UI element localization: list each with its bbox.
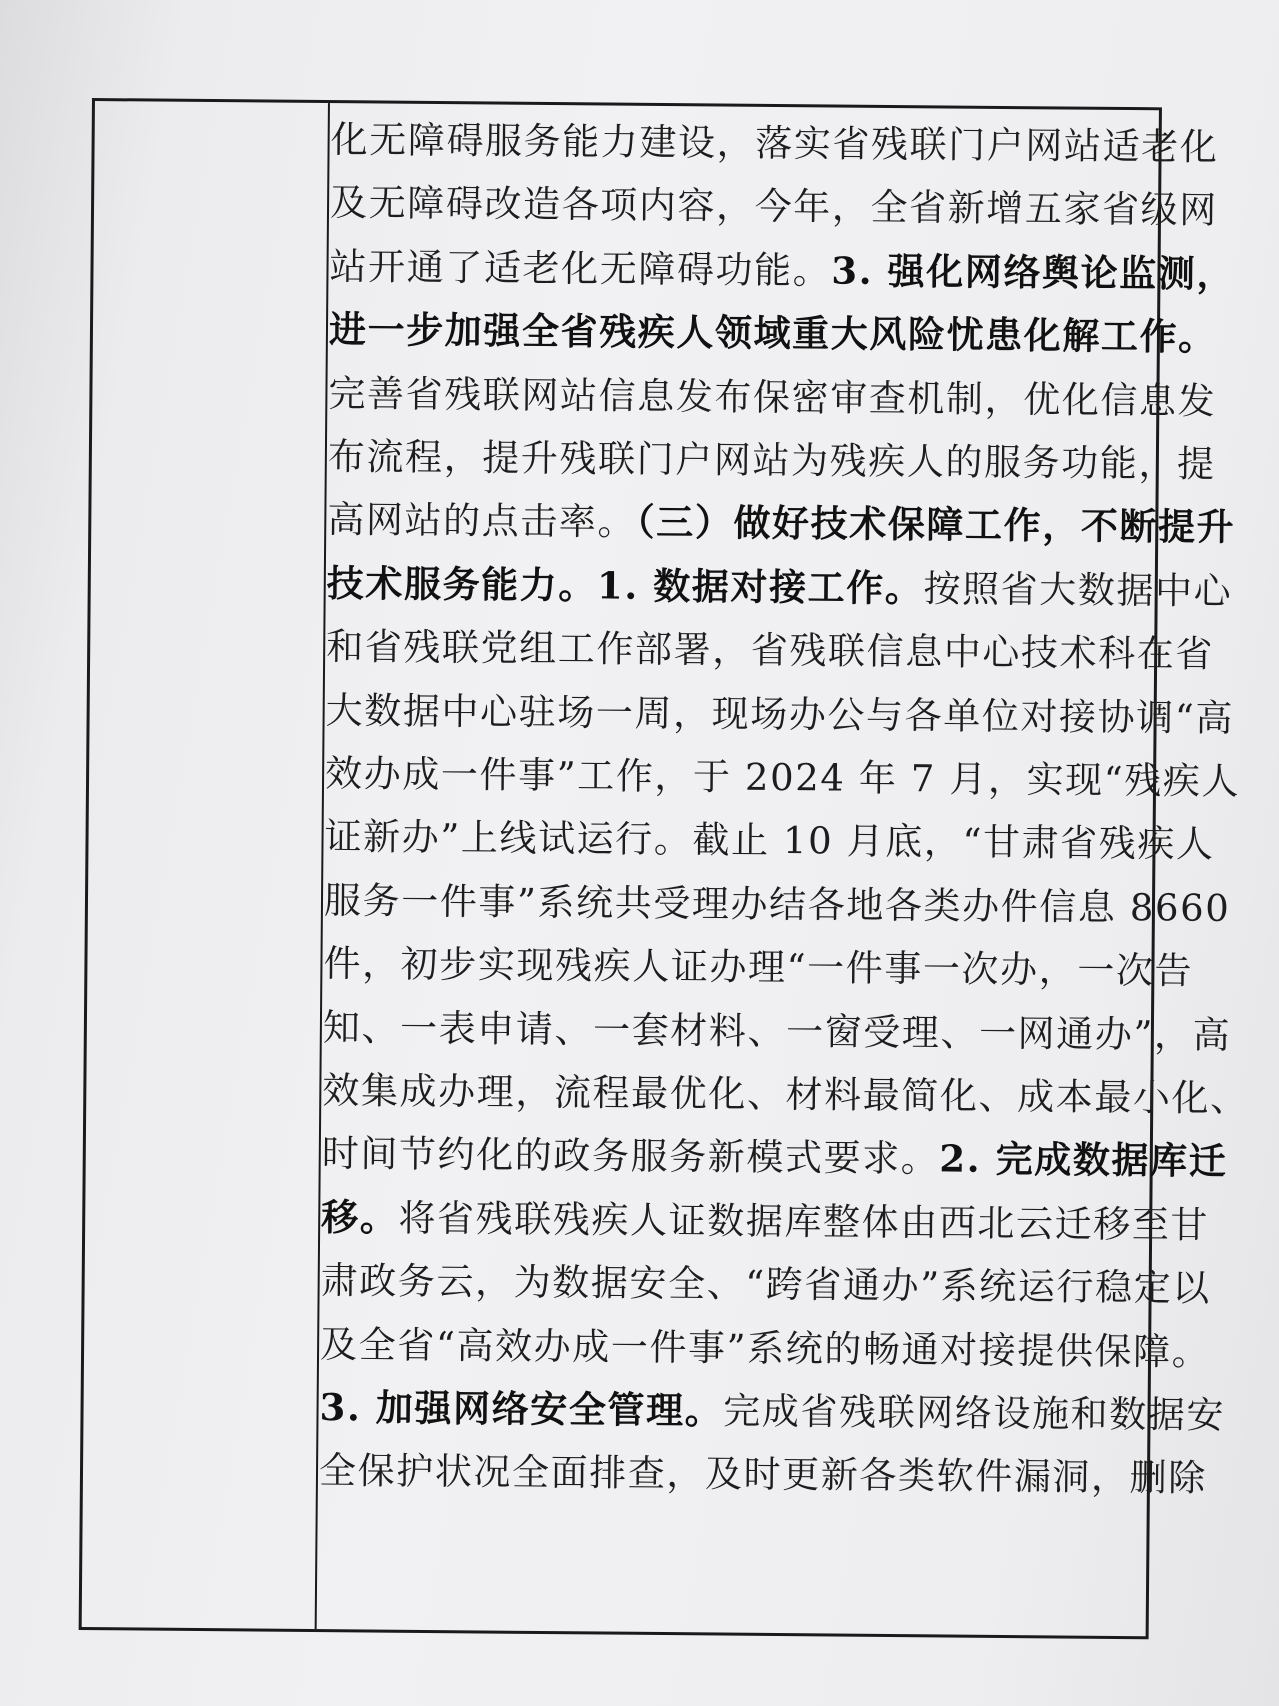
table-left-cell: [82, 101, 328, 1629]
text-line: [319, 1385, 1226, 1437]
text-line: [326, 560, 1233, 613]
text-segment: 时间节约化的政务服务新模式要求。: [321, 1132, 940, 1181]
bold-text-segment: 2. 完成数据库迁: [939, 1136, 1228, 1184]
text-segment: 效集成办理，流程最优化、材料最简化、成本最小化、: [322, 1069, 1249, 1121]
text-line: [326, 625, 1215, 676]
bold-text-segment: 进一步加强全省残疾人领域重大风险忧患化解工作。: [328, 307, 1217, 360]
text-line: [319, 1322, 1211, 1374]
text-segment: 全保护状况全面排查，及时更新各类软件漏洞，删除: [318, 1449, 1207, 1501]
text-line: [322, 1069, 1249, 1121]
table-content-cell: [318, 103, 1249, 1636]
text-line: [318, 1449, 1207, 1501]
text-segment: 知、一表申请、一套材料、一窗受理、一网通办”，高: [322, 1005, 1232, 1057]
text-segment: 和省残联党组工作部署，省残联信息中心技术科在省: [326, 625, 1215, 676]
text-segment: 化无障碍服务能力建设，落实省残联门户网站适老化: [330, 118, 1219, 169]
text-line: [329, 181, 1219, 233]
text-segment: 大数据中心驻场一周，现场办公与各单位对接协调“高: [325, 688, 1235, 740]
text-line: [327, 435, 1216, 486]
text-segment: 及全省“高效办成一件事”系统的畅通对接提供保障。: [319, 1322, 1211, 1374]
text-line: [328, 307, 1217, 360]
bold-text-segment: （三）做好技术保障工作，不断提升: [635, 500, 1236, 550]
text-segment: 证新办”上线试运行。截止 10 月底，“甘肃省残疾人: [324, 815, 1215, 867]
text-segment: 布流程，提升残联门户网站为残疾人的服务功能，提: [327, 435, 1216, 486]
text-segment: 及无障碍改造各项内容，今年，全省新增五家省级网: [329, 181, 1219, 233]
table-frame: [79, 98, 1249, 1639]
text-line: [329, 244, 1236, 296]
text-line: [330, 118, 1219, 169]
text-segment: 效办成一件事”工作，于 2024 年 7 月，实现“残疾人: [324, 752, 1241, 804]
bold-text-segment: 3. 强化网络舆论监测，: [831, 248, 1236, 296]
text-line: [324, 752, 1241, 804]
text-line: [321, 1194, 1210, 1247]
text-segment: 按照省大数据中心: [923, 567, 1233, 613]
text-line: [323, 878, 1231, 930]
text-line: [324, 815, 1215, 867]
text-line: [327, 498, 1236, 550]
text-segment: 服务一件事”系统共受理办结各地各类办件信息 8660: [323, 878, 1231, 930]
text-segment: 件，初步实现残疾人证办理“一件事一次办，一次告: [323, 942, 1194, 993]
text-line: [323, 942, 1194, 993]
text-line: [321, 1132, 1228, 1184]
text-segment: 高网站的点击率。: [327, 498, 637, 545]
bold-text-segment: 技术服务能力。1. 数据对接工作。: [326, 560, 924, 611]
text-segment: 站开通了适老化无障碍功能。: [329, 244, 832, 293]
text-segment: 肃政务云，为数据安全、“跨省通办”系统运行稳定以: [320, 1259, 1212, 1310]
text-line: [325, 688, 1235, 740]
bold-text-segment: 移。: [321, 1194, 399, 1240]
text-segment: 完成省残联网络设施和数据安: [723, 1389, 1226, 1437]
text-segment: 完善省残联网站信息发布保密审查机制，优化信息发: [328, 371, 1217, 423]
bold-text-segment: 3. 加强网络安全管理。: [319, 1385, 724, 1433]
text-line: [322, 1005, 1232, 1057]
text-segment: 将省残联残疾人证数据库整体由西北云迁移至甘: [398, 1196, 1210, 1247]
text-line: [328, 371, 1217, 423]
text-line: [320, 1259, 1212, 1310]
